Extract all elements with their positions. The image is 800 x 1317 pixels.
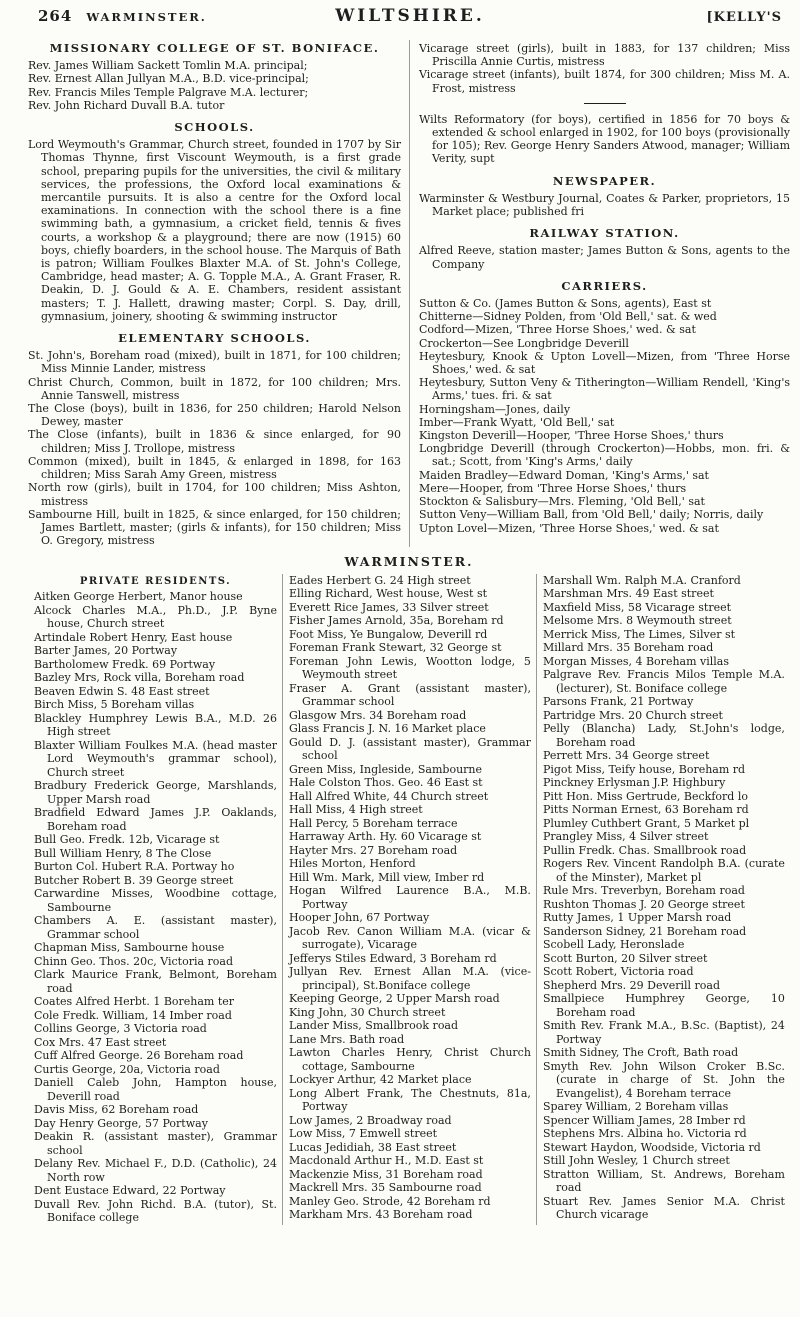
college-heading: MISSIONARY COLLEGE OF ST. BONIFACE.	[49, 41, 380, 55]
elementary-school-entry: St. John's, Boreham road (mixed), built in 1871, for 100 children; Miss Minnie Lander, mistress	[28, 349, 401, 376]
resident-entry: Bazley Mrs, Rock villa, Boreham road	[34, 671, 245, 685]
resident-entry: Deakin R. (assistant master), Grammar school	[34, 1130, 277, 1157]
railway-station-paragraph: Alfred Reeve, station master; James Button & Sons, agents to the Company	[419, 244, 790, 271]
carrier-entry: Heytesbury, Knook & Upton Lovell—Mizen, from 'Three Horse Shoes,' wed. & sat	[419, 349, 790, 377]
resident-entry: Lucas Jedidiah, 38 East street	[288, 1140, 457, 1154]
resident-entry: Bull Geo. Fredk. 12b, Vicarage st	[34, 833, 220, 847]
resident-entry: Bradfield Edward James J.P. Oaklands, Boreham road	[34, 806, 277, 833]
resident-entry: Fisher James Arnold, 35a, Boreham rd	[288, 614, 504, 628]
resident-entry: Palgrave Rev. Francis Milos Temple M.A. (lecturer), St. Boniface college	[542, 668, 785, 695]
resident-entry: Cox Mrs. 47 East street	[34, 1035, 167, 1049]
resident-entry: Hiles Morton, Henford	[288, 857, 416, 871]
carriers-list	[419, 297, 790, 535]
resident-entry: Macdonald Arthur H., M.D. East st	[288, 1154, 484, 1168]
resident-entry: Rushton Thomas J. 20 George street	[542, 897, 745, 911]
residents-list-3	[543, 574, 785, 1222]
resident-entry: Foreman John Lewis, Wootton lodge, 5 Weymouth street	[288, 654, 531, 682]
top-left-column	[28, 40, 409, 547]
carriers-heading: CARRIERS.	[561, 278, 648, 293]
resident-entry: Pitt Hon. Miss Gertrude, Beckford lo	[542, 789, 748, 803]
carrier-entry: Chitterne—Sidney Polden, from 'Old Bell,' sat. & wed	[419, 310, 717, 324]
resident-entry: Hall Percy, 5 Boreham terrace	[288, 816, 458, 830]
resident-entry: Lockyer Arthur, 42 Market place	[288, 1073, 472, 1087]
resident-entry: Pitts Norman Ernest, 63 Boreham rd	[542, 803, 749, 817]
private-residents-heading: PRIVATE RESIDENTS.	[79, 575, 232, 587]
resident-entry: Smyth Rev. John Wilson Croker B.Sc. (curate in charge of St. John the Evangelist), 4 Boreham terrace	[542, 1059, 785, 1100]
resident-entry: Alcock Charles M.A., Ph.D., J.P. Byne house, Church street	[34, 603, 277, 631]
newspaper-heading: NEWSPAPER.	[552, 173, 657, 188]
resident-entry: Stephens Mrs. Albina ho. Victoria rd	[542, 1127, 747, 1141]
resident-entry: Carwardine Misses, Woodbine cottage, Sambourne	[34, 887, 277, 914]
resident-entry: Fraser A. Grant (assistant master), Grammar school	[288, 681, 531, 709]
resident-entry: Hale Colston Thos. Geo. 46 East st	[288, 776, 483, 790]
elementary-school-entry: North row (girls), built in 1704, for 100 children; Miss Ashton, mistress	[28, 481, 401, 508]
resident-entry: Millard Mrs. 35 Boreham road	[542, 641, 714, 655]
resident-entry: Elling Richard, West house, West st	[288, 587, 488, 601]
carrier-entry: Maiden Bradley—Edward Doman, 'King's Arms,' sat	[419, 468, 709, 482]
resident-entry: Bradbury Frederick George, Marshlands, Upper Marsh road	[34, 779, 277, 806]
resident-entry: Rule Mrs. Treverbyn, Boreham road	[542, 884, 745, 898]
resident-entry: Pigot Miss, Teify house, Boreham rd	[542, 762, 746, 776]
residents-list-2	[289, 574, 531, 1222]
top-section	[28, 40, 790, 547]
resident-entry: Scott Robert, Victoria road	[542, 965, 694, 979]
resident-entry: Scott Burton, 20 Silver street	[542, 951, 708, 965]
carrier-entry: Codford—Mizen, 'Three Horse Shoes,' wed. & sat	[419, 323, 696, 337]
resident-entry: Sparey William, 2 Boreham villas	[542, 1100, 729, 1114]
resident-entry: Partridge Mrs. 20 Church street	[542, 708, 723, 722]
newspaper-paragraph: Warminster & Westbury Journal, Coates & Parker, proprietors, 15 Market place; published fri	[419, 191, 790, 219]
page-header	[28, 8, 790, 38]
residents-column-3	[536, 574, 790, 1225]
resident-entry: Beaven Edwin S. 48 East street	[34, 684, 210, 698]
resident-entry: Prangley Miss, 4 Silver street	[542, 830, 709, 844]
resident-entry: Collins George, 3 Victoria road	[34, 1022, 207, 1036]
carrier-entry: Mere—Hooper, from 'Three Horse Shoes,' thurs	[419, 481, 687, 495]
town-section-heading: WARMINSTER.	[344, 554, 474, 570]
resident-entry: Lawton Charles Henry, Christ Church cottage, Sambourne	[288, 1046, 531, 1073]
elementary-schools-list	[28, 349, 401, 547]
resident-entry: Perrett Mrs. 34 George street	[542, 749, 710, 763]
resident-entry: Hall Alfred White, 44 Church street	[288, 789, 489, 803]
resident-entry: Hayter Mrs. 27 Boreham road	[288, 843, 458, 857]
resident-entry: Glass Francis J. N. 16 Market place	[288, 722, 486, 736]
resident-entry: Smith Sidney, The Croft, Bath road	[542, 1046, 739, 1060]
resident-entry: Duvall Rev. John Richd. B.A. (tutor), St. Boniface college	[34, 1197, 277, 1225]
carrier-entry: Sutton Veny—William Ball, from 'Old Bell,' daily; Norris, daily	[419, 508, 764, 522]
resident-entry: Eades Herbert G. 24 High street	[288, 573, 471, 587]
resident-entry: Low James, 2 Broadway road	[288, 1113, 452, 1127]
private-residents-section	[28, 574, 790, 1225]
resident-entry: Marshman Mrs. 49 East street	[542, 587, 714, 601]
vicarage-schools-list	[419, 42, 790, 95]
college-staff-entry: Rev. James William Sackett Tomlin M.A. principal;	[28, 59, 308, 73]
resident-entry: Day Henry George, 57 Portway	[34, 1116, 208, 1130]
resident-entry: Long Albert Frank, The Chestnuts, 81a, Portway	[288, 1086, 531, 1114]
resident-entry: Coates Alfred Herbt. 1 Boreham ter	[34, 995, 235, 1009]
residents-column-1	[28, 574, 282, 1225]
resident-entry: Blaxter William Foulkes M.A. (head master Lord Weymouth's grammar school), Church street	[34, 738, 277, 779]
resident-entry: Clark Maurice Frank, Belmont, Boreham road	[34, 968, 277, 995]
carrier-entry: Longbridge Deverill (through Crockerton)—Hobbs, mon. fri. & sat.; Scott, from 'King's Arms,' daily	[419, 442, 790, 469]
elementary-school-entry: Sambourne Hill, built in 1825, & since enlarged, for 150 children; James Bartlett, master; (girls & infants), for 150 children; Miss O. Gregory, mistress	[28, 507, 401, 548]
resident-entry: Daniell Caleb John, Hampton house, Deverill road	[34, 1076, 277, 1103]
resident-entry: Manley Geo. Strode, 42 Boreham rd	[288, 1194, 491, 1208]
railway-station-heading: RAILWAY STATION.	[529, 226, 680, 241]
resident-entry: Pinckney Erlysman J.P. Highbury	[542, 776, 726, 790]
resident-entry: Pullin Fredk. Chas. Smallbrook road	[542, 843, 747, 857]
resident-entry: Keeping George, 2 Upper Marsh road	[288, 992, 500, 1006]
resident-entry: Curtis George, 20a, Victoria road	[34, 1062, 220, 1076]
resident-entry: Hill Wm. Mark, Mill view, Imber rd	[288, 870, 485, 884]
resident-entry: Parsons Frank, 21 Portway	[542, 695, 694, 709]
resident-entry: Lane Mrs. Bath road	[288, 1032, 405, 1046]
resident-entry: Foreman Frank Stewart, 32 George st	[288, 641, 502, 655]
resident-entry: Jacob Rev. Canon William M.A. (vicar & surrogate), Vicarage	[288, 924, 531, 952]
resident-entry: Foot Miss, Ye Bungalow, Deverill rd	[288, 627, 488, 641]
resident-entry: Lander Miss, Smallbrook road	[288, 1019, 459, 1033]
elementary-school-entry: Common (mixed), built in 1845, & enlarged in 1898, for 163 children; Miss Sarah Amy Green, mistress	[28, 454, 401, 482]
college-staff-entry: Rev. John Richard Duvall B.A. tutor	[28, 98, 225, 112]
resident-entry: Green Miss, Ingleside, Sambourne	[288, 762, 483, 776]
resident-entry: Chinn Geo. Thos. 20c, Victoria road	[34, 954, 234, 968]
resident-entry: King John, 30 Church street	[288, 1005, 446, 1019]
resident-entry: Birch Miss, 5 Boreham villas	[34, 698, 195, 712]
running-head-town: WARMINSTER.	[86, 10, 207, 24]
college-staff-entry: Rev. Ernest Allan Jullyan M.A., B.D. vice-principal;	[28, 72, 309, 86]
resident-entry: Bartholomew Fredk. 69 Portway	[34, 657, 216, 671]
carrier-entry: Stockton & Salisbury—Mrs. Fleming, 'Old Bell,' sat	[419, 495, 705, 509]
resident-entry: Stewart Haydon, Woodside, Victoria rd	[542, 1140, 761, 1154]
resident-entry: Hooper John, 67 Portway	[288, 911, 430, 925]
resident-entry: Bull William Henry, 8 The Close	[34, 846, 212, 860]
resident-entry: Aitken George Herbert, Manor house	[34, 590, 243, 604]
resident-entry: Artindale Robert Henry, East house	[34, 630, 233, 644]
running-head-county: WILTSHIRE.	[335, 6, 485, 26]
schools-heading: SCHOOLS.	[174, 120, 255, 135]
carrier-entry: Upton Lovel—Mizen, 'Three Horse Shoes,' wed. & sat	[419, 521, 719, 535]
resident-entry: Mackenzie Miss, 31 Boreham road	[288, 1167, 483, 1181]
section-divider-rule	[584, 103, 626, 104]
resident-entry: Glasgow Mrs. 34 Boreham road	[288, 708, 467, 722]
resident-entry: Delany Rev. Michael F., D.D. (Catholic), 24 North row	[34, 1157, 277, 1184]
resident-entry: Burton Col. Hubert R.A. Portway ho	[34, 860, 235, 874]
resident-entry: Gould D. J. (assistant master), Grammar school	[288, 735, 531, 763]
resident-entry: Scobell Lady, Heronslade	[542, 938, 685, 952]
resident-entry: Cuff Alfred George. 26 Boreham road	[34, 1049, 244, 1063]
resident-entry: Plumley Cuthbert Grant, 5 Market pl	[542, 816, 750, 830]
resident-entry: Rogers Rev. Vincent Randolph B.A. (curate of the Minster), Market pl	[542, 857, 785, 884]
resident-entry: Dent Eustace Edward, 22 Portway	[34, 1184, 226, 1198]
resident-entry: Stratton William, St. Andrews, Boreham road	[542, 1167, 785, 1195]
running-head-publisher: [KELLY'S	[706, 10, 782, 25]
resident-entry: Jullyan Rev. Ernest Allan M.A. (vice-principal), St.Boniface college	[288, 965, 531, 992]
header-left-group	[38, 7, 286, 25]
resident-entry: Jefferys Stiles Edward, 3 Boreham rd	[288, 951, 497, 965]
resident-entry: Cole Fredk. William, 14 Imber road	[34, 1008, 232, 1022]
resident-entry: Shepherd Mrs. 29 Deverill road	[542, 978, 720, 992]
resident-entry: Low Miss, 7 Emwell street	[288, 1127, 438, 1141]
resident-entry: Smallpiece Humphrey George, 10 Boreham road	[542, 992, 785, 1019]
resident-entry: Melsome Mrs. 8 Weymouth street	[542, 614, 732, 628]
school-entry: Vicarage street (girls), built in 1883, for 137 children; Miss Priscilla Annie Curtis, mistress	[419, 42, 790, 69]
resident-entry: Spencer William James, 28 Imber rd	[542, 1113, 746, 1127]
resident-entry: Barter James, 20 Portway	[34, 644, 178, 658]
resident-entry: Chambers A. E. (assistant master), Grammar school	[34, 914, 277, 941]
top-right-column	[409, 40, 790, 547]
carrier-entry: Sutton & Co. (James Button & Sons, agents), East st	[419, 297, 712, 311]
resident-entry: Pelly (Blancha) Lady, St.John's lodge, Boreham road	[542, 722, 785, 749]
resident-entry: Mackrell Mrs. 35 Sambourne road	[288, 1181, 482, 1195]
resident-entry: Butcher Robert B. 39 George street	[34, 873, 234, 887]
elementary-school-entry: The Close (boys), built in 1836, for 250 children; Harold Nelson Dewey, master	[28, 402, 401, 429]
carrier-entry: Crockerton—See Longbridge Deverill	[419, 336, 629, 350]
page-number: 264	[38, 7, 73, 25]
resident-entry: Hall Miss, 4 High street	[288, 803, 423, 817]
resident-entry: Morgan Misses, 4 Boreham villas	[542, 654, 729, 668]
resident-entry: Marshall Wm. Ralph M.A. Cranford	[542, 573, 741, 587]
resident-entry: Sanderson Sidney, 21 Boreham road	[542, 924, 747, 938]
college-staff-entry: Rev. Francis Miles Temple Palgrave M.A. lecturer;	[28, 85, 309, 99]
school-entry: Vicarage street (infants), built 1874, for 300 children; Miss M. A. Frost, mistress	[419, 68, 790, 95]
resident-entry: Blackley Humphrey Lewis B.A., M.D. 26 High street	[34, 711, 277, 739]
resident-entry: Davis Miss, 62 Boreham road	[34, 1103, 199, 1117]
elementary-school-entry: Christ Church, Common, built in 1872, for 100 children; Mrs. Annie Tanswell, mistress	[28, 375, 401, 402]
carrier-entry: Kingston Deverill—Hooper, 'Three Horse Shoes,' thurs	[419, 429, 724, 443]
elementary-schools-heading: ELEMENTARY SCHOOLS.	[118, 331, 311, 346]
schools-paragraph: Lord Weymouth's Grammar, Church street, founded in 1707 by Sir Thomas Thynne, first Viscount Weymouth, is a first grade school, preparing pupils for the universities, the civil & military services, the professions, the Oxford local examinations & mercantile pursuits. It is also a centre for the Oxford local examinations. In connection with the school there is a fine swimming bath, a gymnasium, a cricket field, tennis & fives courts, a workshop & a playground; there are now (1915) 60 boys, chiefly boarders, in the school house. The Marquis of Bath is patron; William Foulkes Blaxter M.A. of St. John's College, Cambridge, head master; A. G. Topple M.A., A. Grant Fraser, R. Deakin, D. J. Gould & A. E. Chambers, resident assistant masters; T. J. Hallett, drawing master; Corpl. S. Day, drill, gymnasium, joinery, shooting & swimming instructor	[28, 138, 401, 323]
resident-entry: Smith Rev. Frank M.A., B.Sc. (Baptist), 24 Portway	[542, 1019, 785, 1046]
carrier-entry: Heytesbury, Sutton Veny & Titherington—William Rendell, 'King's Arms,' tues. fri. & sat	[419, 376, 790, 403]
resident-entry: Harraway Arth. Hy. 60 Vicarage st	[288, 830, 482, 844]
resident-entry: Markham Mrs. 43 Boreham road	[288, 1208, 473, 1222]
resident-entry: Maxfield Miss, 58 Vicarage street	[542, 600, 732, 614]
residents-column-2	[282, 574, 536, 1225]
resident-entry: Rutty James, 1 Upper Marsh road	[542, 911, 732, 925]
college-staff-list	[28, 59, 401, 112]
carrier-entry: Imber—Frank Wyatt, 'Old Bell,' sat	[419, 415, 615, 429]
carrier-entry: Horningsham—Jones, daily	[419, 402, 571, 416]
reformatory-paragraph: Wilts Reformatory (for boys), certified in 1856 for 70 boys & extended & school enlarged in 1902, for 100 boys (provisionally for 105); Rev. George Henry Sanders Atwood, manager; William Verity, supt	[419, 112, 790, 166]
resident-entry: Chapman Miss, Sambourne house	[34, 941, 225, 955]
resident-entry: Merrick Miss, The Limes, Silver st	[542, 627, 736, 641]
elementary-school-entry: The Close (infants), built in 1836 & since enlarged, for 90 children; Miss J. Trollope, mistress	[28, 428, 401, 455]
resident-entry: Everett Rice James, 33 Silver street	[288, 600, 489, 614]
resident-entry: Hogan Wilfred Laurence B.A., M.B. Portway	[288, 884, 531, 911]
resident-entry: Still John Wesley, 1 Church street	[542, 1154, 730, 1168]
resident-entry: Stuart Rev. James Senior M.A. Christ Church vicarage	[542, 1194, 785, 1222]
residents-list-1	[34, 590, 277, 1225]
